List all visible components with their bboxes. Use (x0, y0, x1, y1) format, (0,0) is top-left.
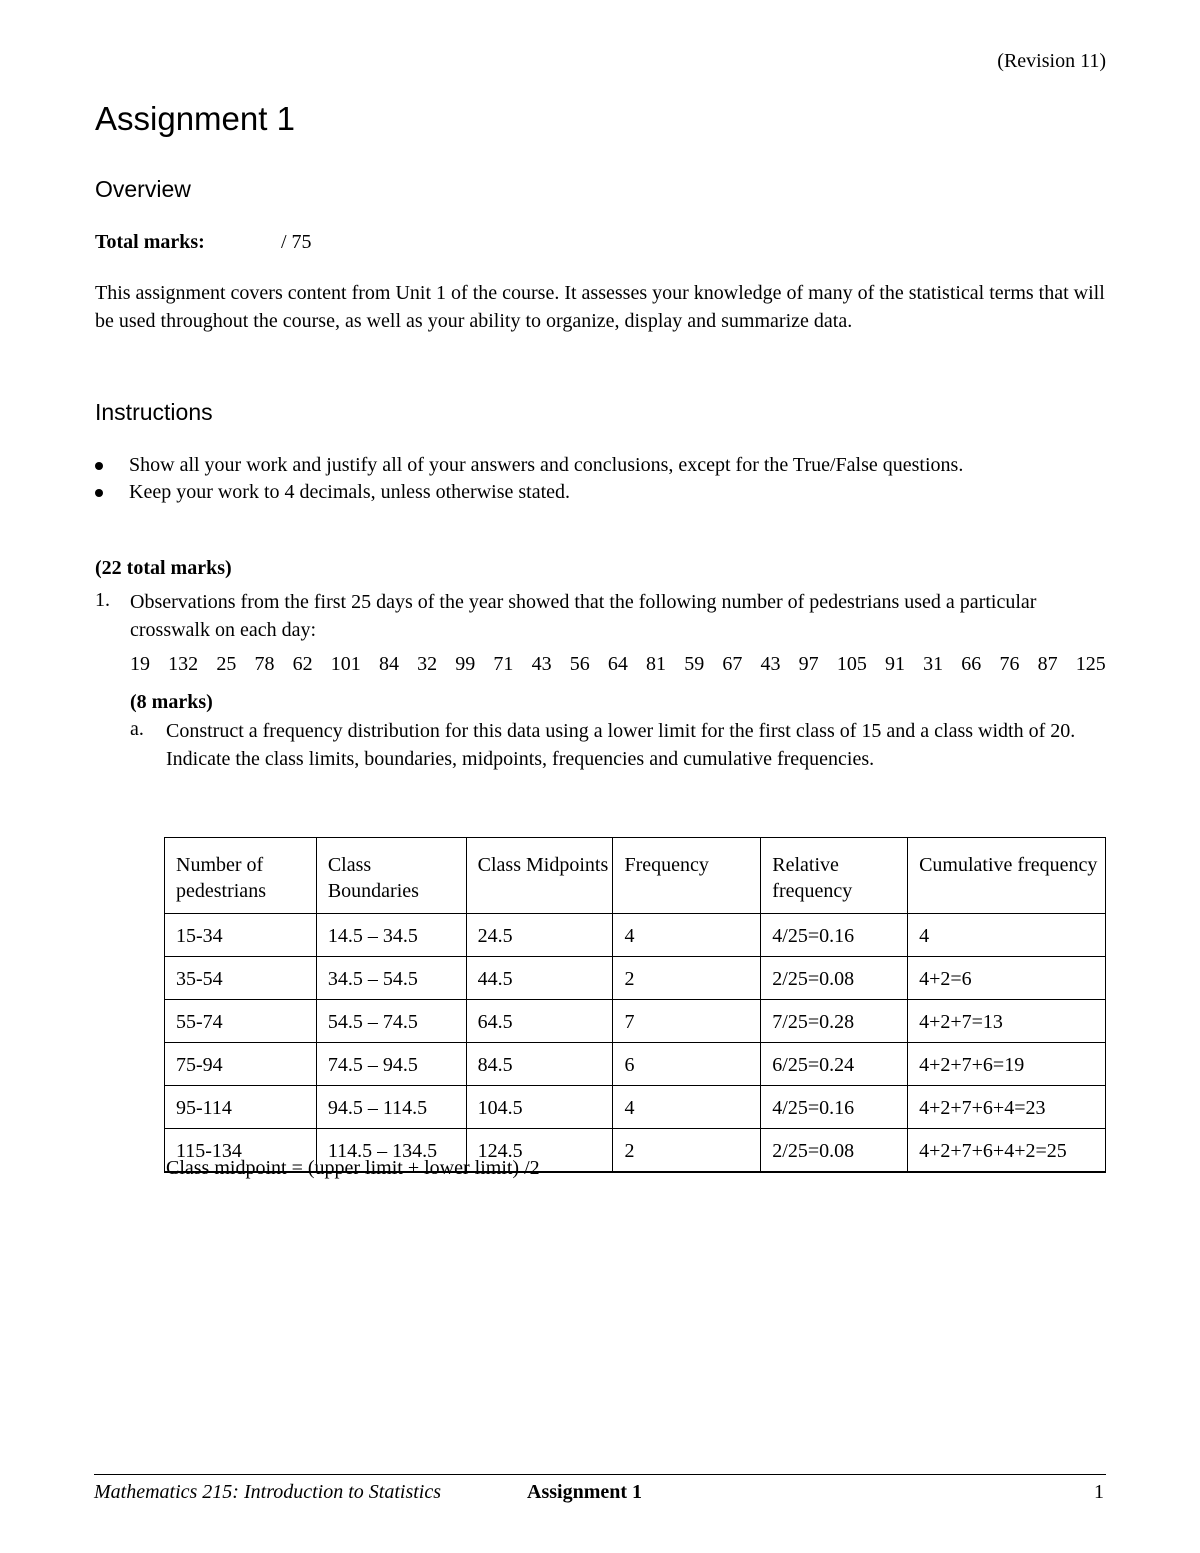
table-header-cell: Frequency (613, 838, 761, 914)
overview-heading: Overview (95, 176, 191, 202)
table-cell: 54.5 – 74.5 (316, 1000, 466, 1043)
observation-value: 62 (292, 653, 313, 675)
table-cell: 4+2+7+6=19 (908, 1043, 1106, 1086)
observation-value: 32 (417, 653, 438, 675)
table-cell: 4 (908, 914, 1106, 957)
table-cell: 34.5 – 54.5 (316, 957, 466, 1000)
instruction-text: Keep your work to 4 decimals, unless otherwise stated. (129, 481, 571, 503)
total-marks-value: / 75 (281, 231, 312, 253)
observation-value: 87 (1037, 653, 1058, 675)
observation-value: 71 (493, 653, 514, 675)
question-number: 1. (95, 589, 110, 611)
table-cell: 15-34 (165, 914, 317, 957)
observation-value: 84 (378, 653, 399, 675)
observation-value: 99 (455, 653, 476, 675)
table-cell: 4+2+7+6+4=23 (908, 1086, 1106, 1129)
table-cell: 2 (613, 957, 761, 1000)
table-cell: 4/25=0.16 (761, 914, 908, 957)
table-cell: 4 (613, 914, 761, 957)
observation-value: 76 (999, 653, 1020, 675)
instruction-text: Show all your work and justify all of your answers and conclusions, except for the True/False questions. (129, 454, 964, 476)
footer-course: Mathematics 215: Introduction to Statistics (94, 1481, 442, 1503)
observation-value: 97 (798, 653, 819, 675)
table-header-cell: Relative frequency (761, 838, 908, 914)
observation-value: 132 (168, 653, 199, 675)
table-cell: 4+2+7+6+4+2=25 (908, 1129, 1106, 1173)
observation-value: 56 (569, 653, 590, 675)
table-cell: 115-134 (165, 1129, 317, 1173)
observation-value: 19 (130, 653, 150, 675)
table-cell: 2/25=0.08 (761, 957, 908, 1000)
part-a-letter: a. (130, 718, 144, 740)
frequency-table (164, 837, 1106, 1173)
table-cell: 4+2=6 (908, 957, 1106, 1000)
observation-value: 91 (884, 653, 905, 675)
observation-value: 31 (923, 653, 944, 675)
table-header-row (165, 838, 1106, 914)
observation-value: 78 (254, 653, 275, 675)
observation-value: 43 (760, 653, 781, 675)
table-cell: 44.5 (466, 957, 613, 1000)
table-header-cell: Cumulative frequency (908, 838, 1106, 914)
instructions-heading: Instructions (95, 399, 213, 425)
table-header-cell: Number of pedestrians (165, 838, 317, 914)
table-row (165, 1000, 1106, 1043)
table-cell: 2/25=0.08 (761, 1129, 908, 1173)
table-cell: 84.5 (466, 1043, 613, 1086)
table-cell: 114.5 – 134.5 (316, 1129, 466, 1173)
question-text: Observations from the first 25 days of the year showed that the following number of pedestrians used a particular crosswalk on each day: (130, 591, 1037, 641)
table-row (165, 1086, 1106, 1129)
table-cell: 124.5 (466, 1129, 613, 1173)
table-cell: 2 (613, 1129, 761, 1173)
table-cell: 6 (613, 1043, 761, 1086)
section-total-marks: (22 total marks) (95, 557, 232, 579)
table-cell: 14.5 – 34.5 (316, 914, 466, 957)
part-a-marks: (8 marks) (130, 691, 213, 713)
revision-label: (Revision 11) (997, 50, 1106, 72)
footer-assignment: Assignment 1 (527, 1481, 643, 1503)
table-cell: 75-94 (165, 1043, 317, 1086)
table-header-cell: Class Boundaries (316, 838, 466, 914)
midpoint-note: Class midpoint = (upper limit + lower limit) /2 (166, 1157, 540, 1179)
table-cell: 4/25=0.16 (761, 1086, 908, 1129)
total-marks-row (95, 231, 312, 254)
table-header-cell: Class Midpoints (466, 838, 613, 914)
instructions-list (95, 452, 1105, 506)
observation-value: 59 (684, 653, 705, 675)
observation-value: 43 (531, 653, 552, 675)
observation-value: 25 (216, 653, 237, 675)
page-number: 1 (1094, 1481, 1104, 1503)
bullet-icon (95, 462, 103, 470)
instruction-item (95, 479, 1105, 506)
footer-divider (94, 1474, 1106, 1475)
table-cell: 4+2+7=13 (908, 1000, 1106, 1043)
table-cell: 55-74 (165, 1000, 317, 1043)
table-cell: 6/25=0.24 (761, 1043, 908, 1086)
part-a-text: Construct a frequency distribution for this data using a lower limit for the first class of 15 and a class width of 20. Indicate the class limits, boundaries, midpoints, frequencies and cumulative frequencies. (166, 720, 1076, 770)
table-cell: 64.5 (466, 1000, 613, 1043)
table-cell: 94.5 – 114.5 (316, 1086, 466, 1129)
table-cell: 95-114 (165, 1086, 317, 1129)
table-cell: 74.5 – 94.5 (316, 1043, 466, 1086)
observation-value: 105 (836, 653, 867, 675)
observation-value: 101 (330, 653, 361, 675)
table-cell: 7 (613, 1000, 761, 1043)
table-cell: 104.5 (466, 1086, 613, 1129)
table-cell: 35-54 (165, 957, 317, 1000)
instruction-item (95, 452, 1105, 479)
table-cell: 7/25=0.28 (761, 1000, 908, 1043)
observation-data (130, 653, 1106, 676)
bullet-icon (95, 489, 103, 497)
table-body (165, 914, 1106, 1173)
observation-value: 64 (607, 653, 628, 675)
observation-value: 125 (1075, 653, 1106, 675)
table-cell: 4 (613, 1086, 761, 1129)
table-row (165, 1043, 1106, 1086)
observation-value: 66 (961, 653, 982, 675)
table-cell: 24.5 (466, 914, 613, 957)
table-row (165, 914, 1106, 957)
observation-value: 81 (646, 653, 667, 675)
intro-paragraph: This assignment covers content from Unit 1 of the course. It assesses your knowledge of many of the statistical terms that will be used throughout the course, as well as your ability to organize, display and summarize data. (95, 282, 1105, 332)
total-marks-label: Total marks: (95, 231, 205, 253)
page-title: Assignment 1 (95, 100, 295, 137)
observation-value: 67 (722, 653, 743, 675)
table-row (165, 957, 1106, 1000)
